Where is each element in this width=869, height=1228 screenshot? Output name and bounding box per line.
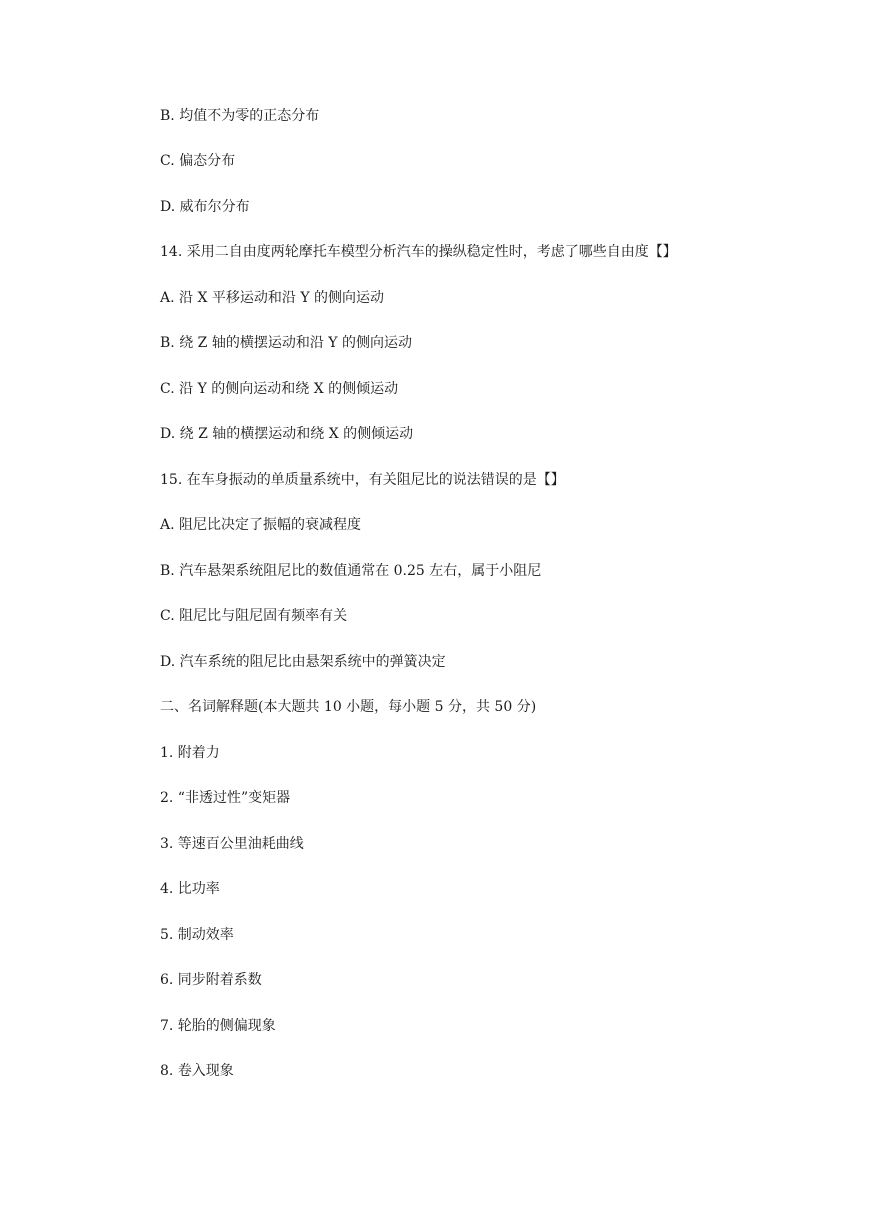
q15-option-d: D. 汽车系统的阻尼比由悬架系统中的弹簧决定: [160, 654, 446, 670]
q13-option-b: B. 均值不为零的正态分布: [160, 108, 320, 124]
q14-option-c: C. 沿 Y 的侧向运动和绕 X 的侧倾运动: [160, 381, 399, 397]
q15-option-a: A. 阻尼比决定了振幅的衰减程度: [160, 517, 362, 533]
q15-question: 15. 在车身振动的单质量系统中，有关阻尼比的说法错误的是【】: [160, 472, 565, 488]
term-item-8: 8. 卷入现象: [160, 1063, 234, 1079]
term-item-3: 3. 等速百公里油耗曲线: [160, 836, 304, 852]
term-item-1: 1. 附着力: [160, 745, 220, 761]
q15-option-b: B. 汽车悬架系统阻尼比的数值通常在 0.25 左右，属于小阻尼: [160, 563, 542, 579]
q14-question: 14. 采用二自由度两轮摩托车模型分析汽车的操纵稳定性时，考虑了哪些自由度【】: [160, 244, 677, 260]
q13-option-c: C. 偏态分布: [160, 153, 236, 169]
term-item-5: 5. 制动效率: [160, 927, 234, 943]
q14-option-d: D. 绕 Z 轴的横摆运动和绕 X 的侧倾运动: [160, 426, 414, 442]
q14-option-a: A. 沿 X 平移运动和沿 Y 的侧向运动: [160, 290, 385, 306]
term-item-4: 4. 比功率: [160, 881, 220, 897]
term-item-6: 6. 同步附着系数: [160, 972, 262, 988]
section2-heading: 二、名词解释题(本大题共 10 小题，每小题 5 分，共 50 分): [160, 699, 537, 715]
term-item-7: 7. 轮胎的侧偏现象: [160, 1018, 276, 1034]
q15-option-c: C. 阻尼比与阻尼固有频率有关: [160, 608, 348, 624]
q13-option-d: D. 威布尔分布: [160, 199, 250, 215]
q14-option-b: B. 绕 Z 轴的横摆运动和沿 Y 的侧向运动: [160, 335, 412, 351]
term-item-2: 2. “非透过性”变矩器: [160, 790, 291, 806]
